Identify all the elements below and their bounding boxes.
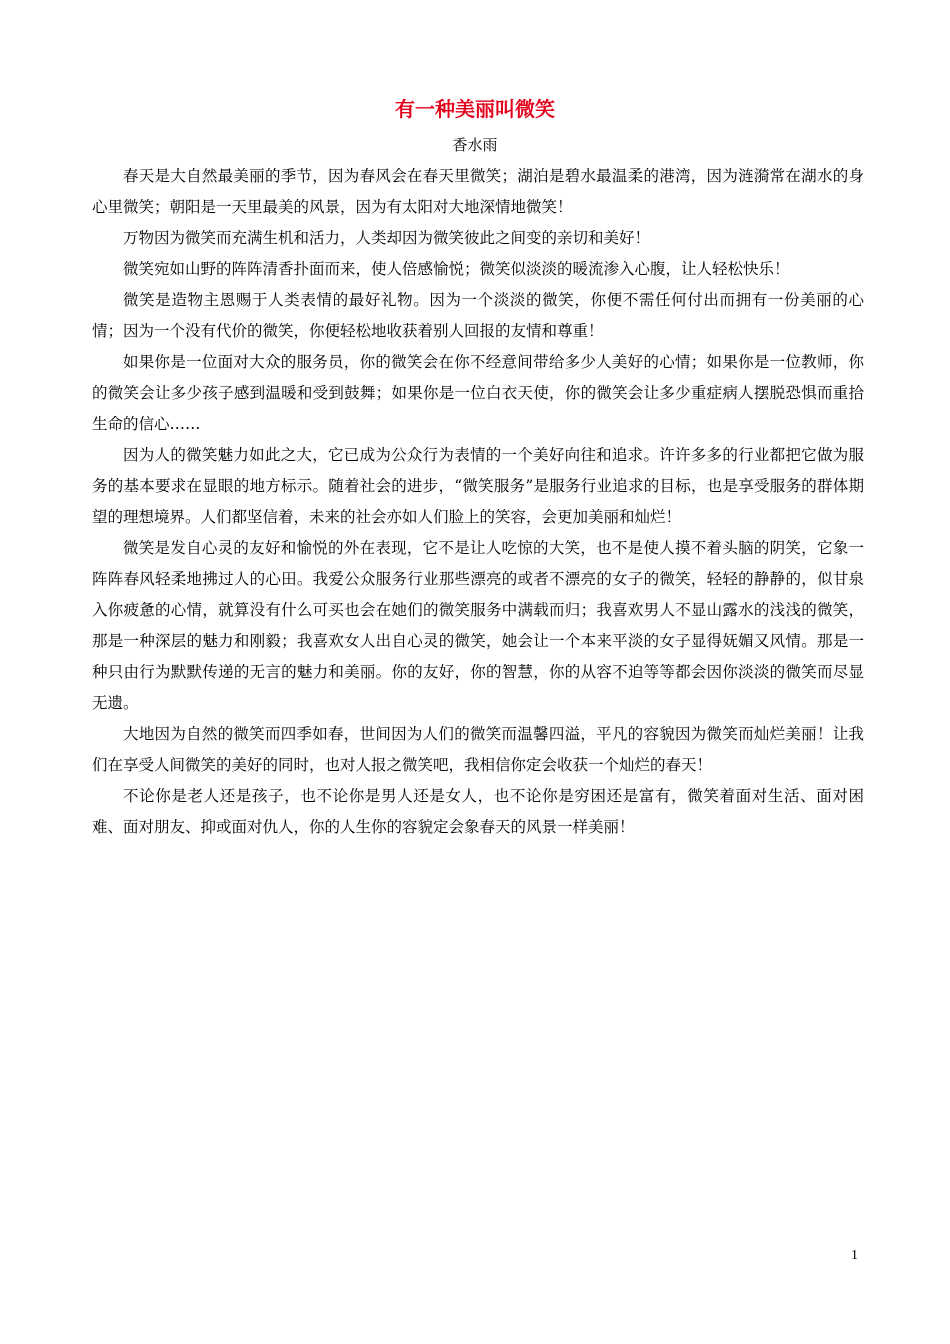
paragraph: 万物因为微笑而充满生机和活力，人类却因为微笑彼此之间变的亲切和美好！ bbox=[123, 229, 651, 247]
paragraph: 因为人的微笑魅力如此之大，它已成为公众行为表情的一个美好向往和追求。许许多多的行业都把它做为服务的基本要求在显眼的地方标示。随着社会的进步，“微笑服务”是服务行业追求的目标，也是享受服务的群体期望的理想境界。人们都坚信着，未来的社会亦如人们脸上的笑容，会更加美丽和灿烂！ bbox=[92, 446, 864, 526]
paragraph: 微笑是造物主恩赐于人类表情的最好礼物。因为一个淡淡的微笑，你便不需任何付出而拥有一份美丽的心情；因为一个没有代价的微笑，你便轻松地收获着别人回报的友情和尊重！ bbox=[92, 291, 864, 340]
paragraph: 不论你是老人还是孩子，也不论你是男人还是女人，也不论你是穷困还是富有，微笑着面对生活、面对困难、面对朋友、抑或面对仇人，你的人生你的容貌定会象春天的风景一样美丽！ bbox=[92, 787, 864, 836]
document-title: 有一种美丽叫微笑 bbox=[395, 97, 555, 121]
document-body bbox=[92, 161, 864, 843]
paragraph: 如果你是一位面对大众的服务员，你的微笑会在你不经意间带给多少人美好的心情；如果你是一位教师，你的微笑会让多少孩子感到温暖和受到鼓舞；如果你是一位白衣天使，你的微笑会让多少重症病人摆脱恐惧而重拾生命的信心…… bbox=[92, 353, 864, 433]
paragraph: 大地因为自然的微笑而四季如春，世间因为人们的微笑而温馨四溢，平凡的容貌因为微笑而灿烂美丽！让我们在享受人间微笑的美好的同时，也对人报之微笑吧，我相信你定会收获一个灿烂的春天！ bbox=[92, 725, 864, 774]
paragraph: 微笑是发自心灵的友好和愉悦的外在表现，它不是让人吃惊的大笑，也不是使人摸不着头脑的阴笑，它象一阵阵春风轻柔地拂过人的心田。我爱公众服务行业那些漂亮的或者不漂亮的女子的微笑，轻轻的静静的，似甘泉入你疲惫的心情，就算没有什么可买也会在她们的微笑服务中满载而归；我喜欢男人不显山露水的浅浅的微笑，那是一种深层的魅力和刚毅；我喜欢女人出自心灵的微笑，她会让一个本来平淡的女子显得妩媚又风情。那是一种只由行为默默传递的无言的魅力和美丽。你的友好，你的智慧，你的从容不迫等等都会因你淡淡的微笑而尽显无遗。 bbox=[92, 539, 864, 712]
paragraph: 微笑宛如山野的阵阵清香扑面而来，使人倍感愉悦；微笑似淡淡的暖流渗入心腹，让人轻松快乐！ bbox=[123, 260, 790, 278]
page-number: 1 bbox=[851, 1248, 858, 1263]
document-author: 香水雨 bbox=[452, 136, 498, 154]
paragraph: 春天是大自然最美丽的季节，因为春风会在春天里微笑；湖泊是碧水最温柔的港湾，因为涟漪常在湖水的身心里微笑；朝阳是一天里最美的风景，因为有太阳对大地深情地微笑！ bbox=[92, 167, 864, 216]
